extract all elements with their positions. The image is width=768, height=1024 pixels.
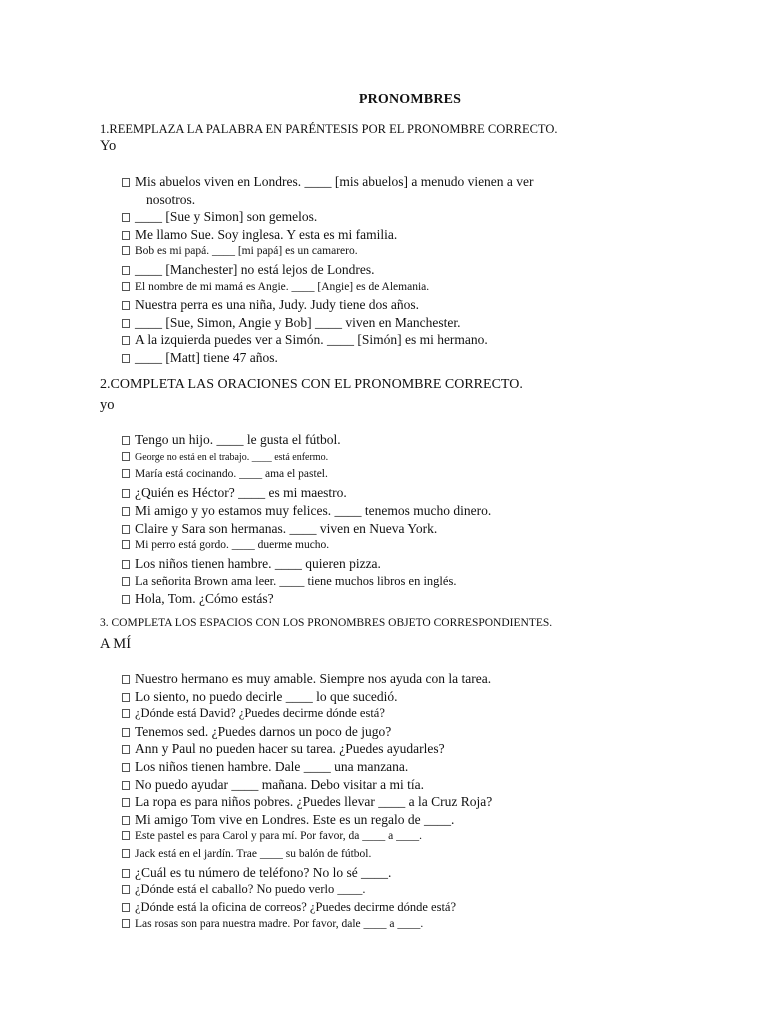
list-item: Tengo un hijo. ____ le gusta el fútbol. <box>122 431 491 449</box>
list-item: La ropa es para niños pobres. ¿Puedes llevar ____ a la Cruz Roja? <box>122 793 492 811</box>
section-1-list <box>122 173 534 367</box>
list-item: Mi amigo Tom vive en Londres. Este es un regalo de ____. <box>122 811 492 829</box>
checkbox-icon <box>122 452 130 461</box>
checkbox-icon <box>122 246 130 255</box>
checkbox-icon <box>122 178 130 187</box>
list-item: ¿Cuál es tu número de teléfono? No lo sé ____. <box>122 864 492 882</box>
checkbox-icon <box>122 675 130 684</box>
list-item: ¿Quién es Héctor? ____ es mi maestro. <box>122 484 491 502</box>
checkbox-icon <box>122 507 130 516</box>
list-item: Claire y Sara son hermanas. ____ viven en Nueva York. <box>122 520 491 538</box>
checkbox-icon <box>122 693 130 702</box>
checkbox-icon <box>122 781 130 790</box>
list-item: Mis abuelos viven en Londres. ____ [mis abuelos] a menudo vienen a ver nosotros. <box>122 173 534 208</box>
checkbox-icon <box>122 525 130 534</box>
section-3-heading: 3. COMPLETA LOS ESPACIOS CON LOS PRONOMBRES OBJETO CORRESPONDIENTES. <box>100 617 553 629</box>
list-item: Las rosas son para nuestra madre. Por favor, dale ____ a ____. <box>122 916 492 934</box>
section-2-list <box>122 431 491 608</box>
checkbox-icon <box>122 763 130 772</box>
checkbox-icon <box>122 869 130 878</box>
list-item: Lo siento, no puedo decirle ____ lo que sucedió. <box>122 688 492 706</box>
checkbox-icon <box>122 436 130 445</box>
checkbox-icon <box>122 745 130 754</box>
list-item: ____ [Sue y Simon] son gemelos. <box>122 208 534 226</box>
section-2-heading: 2.COMPLETA LAS ORACIONES CON EL PRONOMBRE CORRECTO. <box>100 377 523 392</box>
list-item: Mi amigo y yo estamos muy felices. ____ tenemos mucho dinero. <box>122 502 491 520</box>
checkbox-icon <box>122 319 130 328</box>
list-item: La señorita Brown ama leer. ____ tiene muchos libros en inglés. <box>122 573 491 591</box>
list-item: ____ [Manchester] no está lejos de Londres. <box>122 261 534 279</box>
section-1-answer: Yo <box>100 138 117 154</box>
checkbox-icon <box>122 831 130 840</box>
checkbox-icon <box>122 919 130 928</box>
page-title: PRONOMBRES <box>358 92 462 107</box>
section-3-answer: A MÍ <box>100 636 132 652</box>
checkbox-icon <box>122 301 130 310</box>
checkbox-icon <box>122 709 130 718</box>
checkbox-icon <box>122 798 130 807</box>
checkbox-icon <box>122 728 130 737</box>
section-2-answer: yo <box>100 397 115 413</box>
list-item: ¿Dónde está el caballo? No puedo verlo ____. <box>122 881 492 899</box>
checkbox-icon <box>122 560 130 569</box>
checkbox-icon <box>122 540 130 549</box>
list-item: Este pastel es para Carol y para mí. Por favor, da ____ a ____. <box>122 828 492 846</box>
checkbox-icon <box>122 595 130 604</box>
checkbox-icon <box>122 849 130 858</box>
list-item: George no está en el trabajo. ____ está enfermo. <box>122 449 491 467</box>
list-item: Jack está en el jardín. Trae ____ su balón de fútbol. <box>122 846 492 864</box>
list-item: Nuestra perra es una niña, Judy. Judy tiene dos años. <box>122 296 534 314</box>
list-item: Nuestro hermano es muy amable. Siempre nos ayuda con la tarea. <box>122 670 492 688</box>
list-item: María está cocinando. ____ ama el pastel. <box>122 466 491 484</box>
list-item: ¿Dónde está David? ¿Puedes decirme dónde está? <box>122 705 492 723</box>
section-3-list <box>122 670 492 934</box>
checkbox-icon <box>122 336 130 345</box>
list-item: Ann y Paul no pueden hacer su tarea. ¿Puedes ayudarles? <box>122 740 492 758</box>
checkbox-icon <box>122 489 130 498</box>
checkbox-icon <box>122 266 130 275</box>
checkbox-icon <box>122 885 130 894</box>
checkbox-icon <box>122 231 130 240</box>
list-item: Los niños tienen hambre. Dale ____ una manzana. <box>122 758 492 776</box>
checkbox-icon <box>122 469 130 478</box>
list-item: Tenemos sed. ¿Puedes darnos un poco de jugo? <box>122 723 492 741</box>
section-1-heading: 1.REEMPLAZA LA PALABRA EN PARÉNTESIS POR EL PRONOMBRE CORRECTO. <box>100 122 558 136</box>
list-item: Los niños tienen hambre. ____ quieren pizza. <box>122 555 491 573</box>
checkbox-icon <box>122 903 130 912</box>
list-item: Mi perro está gordo. ____ duerme mucho. <box>122 537 491 555</box>
list-item: No puedo ayudar ____ mañana. Debo visitar a mi tía. <box>122 776 492 794</box>
list-item: ¿Dónde está la oficina de correos? ¿Puedes decirme dónde está? <box>122 899 492 917</box>
list-item: El nombre de mi mamá es Angie. ____ [Angie] es de Alemania. <box>122 279 534 297</box>
list-item: Bob es mi papá. ____ [mi papá] es un camarero. <box>122 243 534 261</box>
checkbox-icon <box>122 213 130 222</box>
list-item: Hola, Tom. ¿Cómo estás? <box>122 590 491 608</box>
checkbox-icon <box>122 282 130 291</box>
list-item: Me llamo Sue. Soy inglesa. Y esta es mi familia. <box>122 226 534 244</box>
list-item: A la izquierda puedes ver a Simón. ____ [Simón] es mi hermano. <box>122 331 534 349</box>
list-item: ____ [Sue, Simon, Angie y Bob] ____ viven en Manchester. <box>122 314 534 332</box>
list-item: ____ [Matt] tiene 47 años. <box>122 349 534 367</box>
checkbox-icon <box>122 354 130 363</box>
checkbox-icon <box>122 577 130 586</box>
checkbox-icon <box>122 816 130 825</box>
